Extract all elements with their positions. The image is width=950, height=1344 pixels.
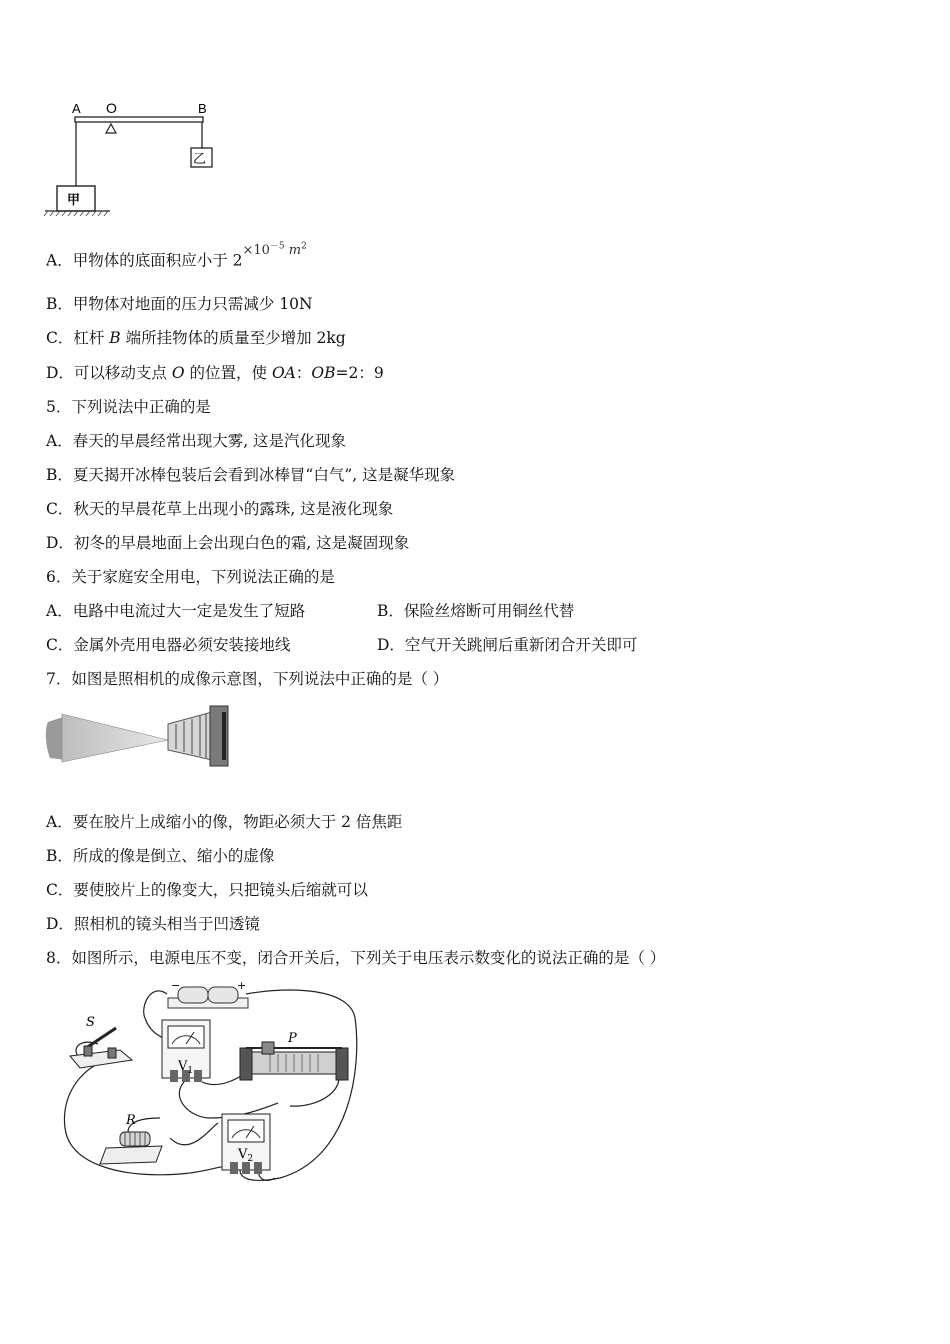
lens-barrel (168, 712, 212, 760)
camera-figure (44, 700, 232, 772)
q7-option-a: A．要在胶片上成缩小的像，物距必须大于 2 倍焦距 (46, 813, 403, 831)
voltmeter-v2 (222, 1114, 270, 1174)
q4-option-a (46, 242, 307, 272)
circuit-figure (50, 978, 370, 1193)
object-yi-label: 乙 (193, 152, 207, 167)
q5-stem: 5．下列说法中正确的是 (46, 398, 211, 416)
q5-option-d: D．初冬的早晨地面上会出现白色的霜, 这是凝固现象 (46, 534, 410, 552)
voltmeter-v1-label: $V_1$ (178, 1059, 194, 1076)
q8-stem: 8．如图所示，电源电压不变，闭合开关后，下列关于电压表示数变化的说法正确的是（ ） (46, 949, 666, 967)
q6-option-d: D．空气开关跳闸后重新闭合开关即可 (377, 636, 638, 654)
q4-option-c: C．杠杆 B 端所挂物体的质量至少增加 2kg (46, 329, 346, 347)
battery-plus-label: + (237, 979, 247, 992)
voltmeter-v2-label: $V_2$ (238, 1147, 254, 1164)
q6-option-c: C．金属外壳用电器必须安装接地线 (46, 636, 291, 654)
lever-label-o: O (106, 100, 117, 116)
resistor-label: R (126, 1113, 136, 1128)
fulcrum (106, 124, 116, 133)
object-jia-label: 甲 (67, 193, 81, 208)
q4-option-a-math: ×10－5 m2 (242, 242, 307, 259)
q6-option-b: B．保险丝熔断可用铜丝代替 (377, 602, 575, 620)
q5-option-b: B．夏天揭开冰棒包装后会看到冰棒冒“白气”, 这是凝华现象 (46, 466, 456, 484)
q7-option-b: B．所成的像是倒立、缩小的虚像 (46, 847, 275, 865)
lever-label-b: B (198, 101, 207, 116)
q6-option-a: A．电路中电流过大一定是发生了短路 (46, 602, 306, 620)
q4-option-a-text: A．甲物体的底面积应小于 2 (46, 251, 243, 270)
q5-option-a: A．春天的早晨经常出现大雾, 这是汽化现象 (46, 432, 347, 450)
q7-stem: 7．如图是照相机的成像示意图，下列说法中正确的是（ ） (46, 670, 449, 688)
q4-option-d: D．可以移动支点 O 的位置，使 OA：OB=2：9 (46, 364, 384, 382)
lever-label-a: A (72, 101, 81, 116)
rheostat-label: P (288, 1031, 297, 1046)
switch-label: S (86, 1015, 95, 1030)
switch (70, 1028, 132, 1068)
light-cone (62, 714, 168, 762)
q5-option-c: C．秋天的早晨花草上出现小的露珠, 这是液化现象 (46, 500, 394, 518)
ground-hatch (44, 211, 108, 216)
lever-bar (75, 117, 203, 122)
battery-minus-label: − (171, 979, 181, 992)
rheostat (240, 1042, 348, 1080)
q7-option-d: D．照相机的镜头相当于凹透镜 (46, 915, 260, 933)
film (222, 712, 226, 760)
q4-option-b: B．甲物体对地面的压力只需减少 10N (46, 295, 313, 313)
resistor-r (100, 1132, 162, 1164)
lever-figure (40, 96, 230, 221)
q6-stem: 6．关于家庭安全用电，下列说法正确的是 (46, 568, 335, 586)
q7-option-c: C．要使胶片上的像变大，只把镜头后缩就可以 (46, 881, 368, 899)
